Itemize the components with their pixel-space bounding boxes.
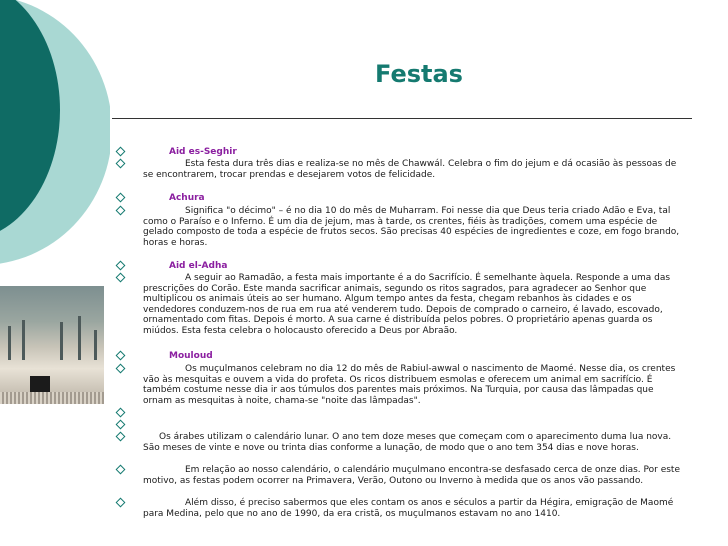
diamond-bullet-icon	[116, 351, 126, 361]
list-item-text: Significa "o décimo" – é no dia 10 do mês de Muharram. Foi nesse dia que Deus teria criado Adão e Eva, tal como o Paraíso e o Inferno. É um dia de jejum, mas à tarde, os crentes, fiéis às tradições, comem uma espécie de gelado composto de toda a espécie de frutos secos. São precisas 40 espécies de ingredientes e coze, em fogo brando, horas e horas.	[143, 206, 680, 248]
list-item-text: Além disso, é preciso sabermos que eles contam os anos e séculos a partir da Hégira, emigração de Maomé para Medina, pelo que no ano de 1990, da era cristã, os muçulmanos estavam no ano 1410.	[143, 498, 674, 519]
slide-title: Festas	[375, 60, 463, 88]
diamond-bullet-icon	[116, 465, 126, 475]
diamond-bullet-icon	[116, 408, 126, 418]
minaret-shape	[8, 326, 11, 360]
festival-heading: Aid es-Seghir	[169, 147, 237, 157]
list-item-text: Esta festa dura três dias e realiza-se no mês de Chawwál. Celebra o fim do jejum e dá ocasião às pessoas de se encontrarem, trocar prendas e desejarem votos de felicidade.	[143, 159, 677, 180]
list-item-text: Em relação ao nosso calendário, o calendário muçulmano encontra-se desfasado cerca de onze dias. Por este motivo, as festas podem ocorrer na Primavera, Verão, Outono ou Inverno à medida que os anos vão passando.	[143, 465, 680, 486]
festival-heading: Achura	[169, 193, 205, 203]
diamond-bullet-icon	[116, 261, 126, 271]
minaret-shape	[60, 322, 63, 360]
diamond-bullet-icon	[116, 147, 126, 157]
list-item-text: Os árabes utilizam o calendário lunar. O ano tem doze meses que começam com o aparecimento duma lua nova. São meses de vinte e nove ou trinta dias conforme a lunação, de modo que o ano tem 354 dias e nove horas.	[143, 432, 672, 453]
diamond-bullet-icon	[116, 159, 126, 169]
title-divider	[112, 118, 692, 119]
diamond-bullet-icon	[116, 498, 126, 508]
crowd-shape	[0, 392, 104, 404]
list-item-text: A seguir ao Ramadão, a festa mais importante é a do Sacrifício. É semelhante àquela. Responde a uma das prescrições do Corão. Este manda sacrificar animais, segundo os ritos sagrados, para agradecer ao Senhor que multiplicou os animais úteis ao ser humano. Algum tempo antes da festa, chegam rebanhos às cidades e os vendedores conduzem-nos de rua em rua até venderem tudo. Depois de comprado o carneiro, é lavado, escovado, ornamentado com fitas. Depois é morto. A sua carne é distribuída pelos pobres. O proprietário apenas guarda os miúdos. Esta festa celebra o holocausto oferecido a Deus por Abraão.	[143, 273, 671, 336]
diamond-bullet-icon	[116, 420, 126, 430]
list-item-text: Os muçulmanos celebram no dia 12 do mês de Rabiul-awwal o nascimento de Maomé. Nesse dia, os crentes vão às mesquitas e ouvem a vida do profeta. Os ricos distribuem esmolas e oferecem um animal em sacrifício. É também costume nesse dia ir aos túmulos dos parentes mais próximos. Na Turquia, por causa das lâmpadas que ornam as mesquitas à noite, chama-se "noite das lâmpadas".	[143, 364, 676, 406]
diamond-bullet-icon	[116, 206, 126, 216]
diamond-bullet-icon	[116, 432, 126, 442]
mecca-photo	[0, 286, 104, 404]
diamond-bullet-icon	[116, 273, 126, 283]
minaret-shape	[78, 316, 81, 360]
diamond-bullet-icon	[116, 193, 126, 203]
festival-heading: Aid el-Adha	[169, 261, 228, 271]
minaret-shape	[94, 330, 97, 360]
minaret-shape	[22, 320, 25, 360]
slide-decoration	[0, 0, 110, 546]
diamond-bullet-icon	[116, 364, 126, 374]
festival-heading: Mouloud	[169, 351, 213, 361]
